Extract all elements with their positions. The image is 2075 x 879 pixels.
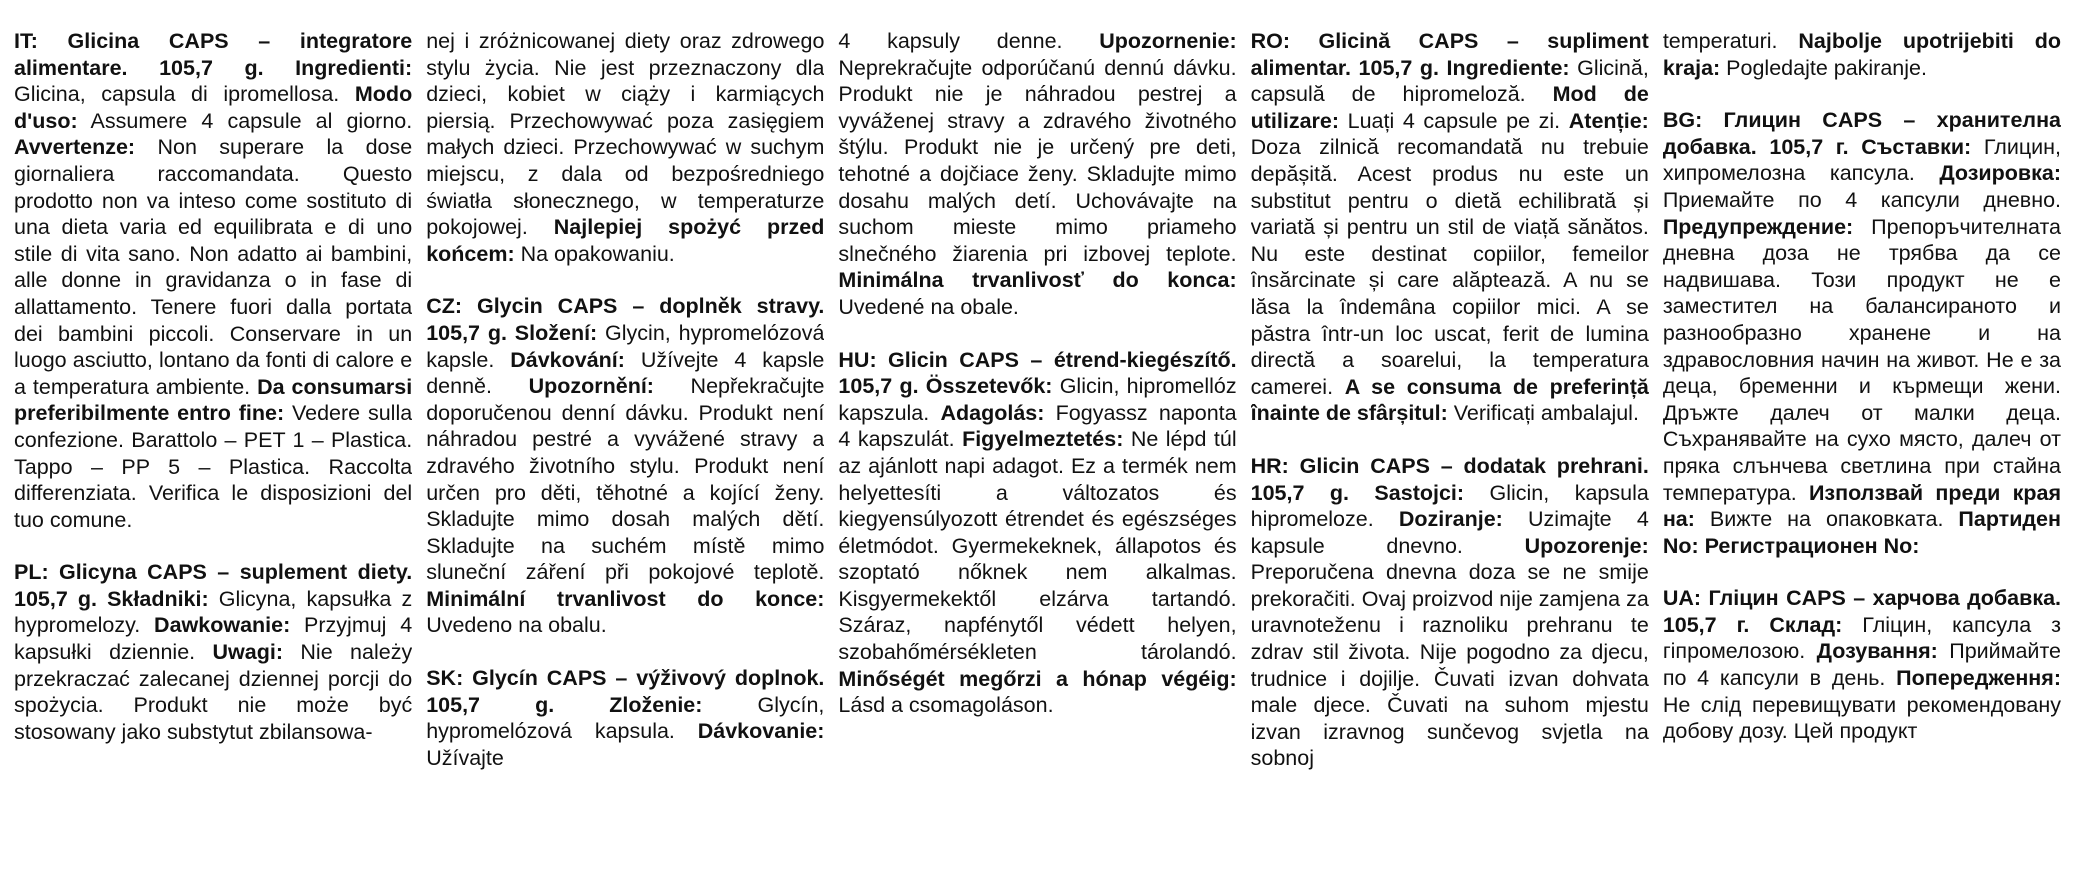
bold-text-run: Atenție: — [1568, 108, 1649, 133]
text-run: Glicin, hipromellóz kapszula. — [838, 374, 1237, 425]
text-run: Fogyassz naponta 4 kapszulát. — [838, 400, 1237, 452]
bold-text-run: PL: Glicyna CAPS – suplement diety. 105,7 g. Składniki: — [14, 560, 413, 611]
text-run: Glicina, capsula di ipromellosa. — [14, 82, 355, 107]
bold-text-run: Modo d'uso: — [14, 82, 413, 133]
bold-text-run: BG: Глицин CAPS – хранителна добавка. 105,7 г. Съставки: — [1662, 108, 2062, 159]
bold-text-run: Najbolje upotrijebiti do kraja: — [1662, 29, 2062, 80]
bold-text-run: Партиден No: Регистрационен No: — [1662, 507, 2062, 558]
bold-text-run: Mod de utilizare: — [1250, 82, 1649, 133]
text-run: Na opakowaniu. — [514, 241, 675, 266]
bold-text-run: IT: Glicina CAPS – integratore alimentare. 105,7 g. Ingredienti: — [14, 29, 413, 80]
text-run: Вижте на опаковката. — [1694, 507, 1959, 532]
bold-text-run: Adagolás: — [940, 400, 1045, 425]
bold-text-run: Попередження: — [1896, 666, 2062, 691]
bold-text-run: Dávkovanie: — [697, 719, 825, 744]
bold-text-run: Figyelmeztetés: — [962, 427, 1124, 452]
bold-text-run: Dávkování: — [510, 347, 625, 372]
text-column-5 — [1663, 28, 2061, 879]
text-paragraph — [1251, 453, 1649, 772]
text-run: 4 kapsuly denne. — [838, 29, 1100, 53]
bold-text-run: A se consuma de preferință înainte de sfârșitul: — [1250, 374, 1649, 426]
bold-text-run: HU: Glicin CAPS – étrend-kiegészítő. 105,7 g. Összetevők: — [838, 347, 1237, 399]
text-paragraph — [1251, 28, 1649, 427]
bold-text-run: Avvertenze: — [14, 135, 136, 160]
bold-text-run: Minimálna trvanlivosť do konca: — [838, 268, 1237, 293]
text-run: Приймайте по 4 капсули в день. — [1662, 639, 2062, 691]
text-run: Przyjmuj 4 kapsułki dziennie. — [14, 613, 413, 665]
bold-text-run: Предупреждение: — [1662, 214, 1854, 239]
text-run: Glicin, kapsula hipromeloze. — [1250, 480, 1649, 532]
text-run: Pogledajte pakiranje. — [1720, 55, 1927, 80]
text-run: Не слід перевищувати рекомендовану добову дозу. Цей продукт — [1662, 692, 2062, 744]
bold-text-run: Uwagi: — [212, 640, 284, 665]
bold-text-run: Upozornenie: — [1099, 29, 1237, 53]
text-run: Ne lépd túl az ajánlott napi adagot. Ez a termék nem helyettesíti a változatos és kiegyensúlyozott étrendet és egészséges életmódot. Gyermekeknek, állapotos és szoptató nőknek nem alkalmas. Kisgyermekektől elzárva tartandó. Száraz, napfénytől védett helyen, szobahőmérsékleten tárolandó. — [838, 427, 1237, 665]
text-run: Приемайте по 4 капсули дневно. — [1662, 187, 2062, 212]
text-column-3 — [838, 28, 1236, 879]
bold-text-run: RO: Glicină CAPS – supliment alimentar. 105,7 g. Ingrediente: — [1250, 29, 1649, 80]
bold-text-run: UA: Гліцин CAPS – харчова добавка. 105,7 г. Склад: — [1662, 586, 2062, 637]
text-paragraph — [14, 28, 412, 533]
text-column-1 — [14, 28, 412, 879]
text-run: Nepřekračujte doporučenou denní dávku. Produkt není náhradou pestré a vyvážené stravy a zdravého životního stylu. Produkt není určen pro děti, těhotné a kojící ženy. Skladujte mimo dosah malých dětí. Skladujte na suchém místě mimo sluneční záření při pokojové teplotě. — [426, 374, 825, 585]
text-run: Препоръчителната дневна доза не трябва да се надвишава. Този продукт не е заместител на балансираното и разнообразно хранене и на здравословния начин на живот. Не е за деца, бременни и кърмещи жени. Дръжте далеч от малки деца. Съхранявайте на сухо място, далеч от пряка слънчева светлина при стайна температура. — [1662, 214, 2062, 505]
text-column-4 — [1251, 28, 1649, 879]
text-paragraph — [838, 347, 1236, 719]
text-run: Глицин, хипромелозна капсула. — [1662, 134, 2062, 186]
text-run: Glycin, hypromelózová kapsle. — [426, 320, 825, 372]
text-run: Vedere sulla confezione. Barattolo – PET 1 – Plastica. Tappo – PP 5 – Plastica. Raccolta differenziata. Verifica le disposizioni del tuo comune. — [14, 401, 413, 532]
bold-text-run: CZ: Glycin CAPS – doplněk stravy. 105,7 g. Složení: — [426, 294, 825, 345]
text-run: Glicyna, kapsułka z hypromelozy. — [14, 586, 413, 638]
text-paragraph — [838, 28, 1236, 321]
bold-text-run: SK: Glycín CAPS – výživový doplnok. 105,7 g. Zloženie: — [426, 666, 825, 717]
text-run: Luați 4 capsule pe zi. — [1339, 108, 1569, 133]
text-run: nej i zróżnicowanej diety oraz zdrowego stylu życia. Nie jest przeznaczony dla dzieci, kobiet w ciąży i karmiących piersią. Przechowywać poza zasięgiem małych dzieci. Przechowywać w suchym miejscu, z dala od bezpośredniego światła słonecznego, w temperaturze pokojowej. — [426, 29, 825, 240]
text-run: Doza zilnică recomandată nu trebuie depășită. Acest produs nu este un substitut pentru o dietă echilibrată și variată și pentru un stil de viață sănătos. Nu este destinat copiilor, femeilor însărcinate și care alăptează. A nu se lăsa la îndemâna copiilor mici. A se păstra într-un loc uscat, ferit de lumina directă a soarelui, la temperatura camerei. — [1250, 135, 1649, 399]
text-run: Preporučena dnevna doza se ne smije prekoračiti. Ovaj proizvod nije zamjena za uravnoteženu i raznoliku prehranu te zdrav stil života. Nije pogodno za djecu, trudnice i dojilje. Čuvati izvan dohvata male djece. Čuvati na suhom mjestu izvan izravnog sunčevog svjetla na sobnoj — [1250, 560, 1649, 771]
bold-text-run: Дозування: — [1816, 639, 1938, 664]
text-run: Lásd a csomagoláson. — [838, 693, 1054, 718]
bold-text-run: Dawkowanie: — [154, 613, 291, 638]
text-run: Uzimajte 4 kapsule dnevno. — [1250, 507, 1649, 558]
text-run: Nie należy przekraczać zalecanej dziennej porcji do spożycia. Produkt nie może być stosowany jako substytut zbilansowa- — [14, 640, 413, 744]
text-column-2 — [426, 28, 824, 879]
text-paragraph — [426, 293, 824, 639]
text-run: Verificați ambalajul. — [1447, 401, 1639, 426]
bold-text-run: Najlepiej spożyć przed końcem: — [426, 215, 825, 266]
text-run: Neprekračujte odporúčanú dennú dávku. Produkt nie je náhradou pestrej a vyváženej stravy a zdravého životného štýlu. Produkt nie je určený pre deti, tehotné a dojčiace ženy. Skladujte mimo dosahu malých detí. Uchovávajte na suchom mieste mimo priameho slnečného žiarenia pri izbovej teplote. — [838, 55, 1237, 266]
text-run: Užívajte — [426, 745, 504, 770]
text-paragraph — [426, 665, 824, 771]
bold-text-run: Използвай преди края на: — [1662, 480, 2061, 532]
bold-text-run: Дозировка: — [1939, 161, 2062, 186]
text-paragraph — [1663, 585, 2061, 745]
text-run: Užívejte 4 kapsle denně. — [426, 347, 825, 399]
text-run: Гліцин, капсула з гіпромелозою. — [1662, 612, 2062, 664]
bold-text-run: Doziranje: — [1398, 507, 1503, 532]
text-run: Glycín, hypromelózová kapsula. — [426, 692, 825, 744]
text-paragraph — [426, 28, 824, 267]
text-paragraph — [14, 559, 412, 745]
text-run: Glicină, capsulă de hipromeloză. — [1250, 55, 1649, 107]
text-run: Non superare la dose giornaliera raccomandata. Questo prodotto non va inteso come sostituto di una dieta varia ed equilibrata e di uno stile di vita sano. Non adatto ai bambini, alle donne in gravidanza o in fase di allattamento. Tenere fuori dalla portata dei bambini piccoli. Conservare in un luogo asciutto, lontano da fonti di calore e a temperatura ambiente. — [14, 135, 413, 399]
text-run: Assumere 4 capsule al giorno. — [77, 108, 413, 133]
bold-text-run: HR: Glicin CAPS – dodatak prehrani. 105,7 g. Sastojci: — [1250, 453, 1649, 505]
text-paragraph — [1663, 28, 2061, 81]
text-run: temperaturi. — [1662, 29, 1799, 53]
bold-text-run: Minőségét megőrzi a hónap végéig: — [838, 666, 1237, 691]
text-run: Uvedené na obale. — [838, 294, 1019, 319]
text-run: Uvedeno na obalu. — [426, 613, 607, 638]
bold-text-run: Minimální trvanlivost do konce: — [426, 586, 825, 611]
bold-text-run: Upozornění: — [528, 374, 654, 399]
bold-text-run: Da consumarsi preferibilmente entro fine: — [14, 374, 413, 426]
bold-text-run: Upozorenje: — [1524, 533, 1649, 558]
text-paragraph — [1663, 107, 2061, 559]
